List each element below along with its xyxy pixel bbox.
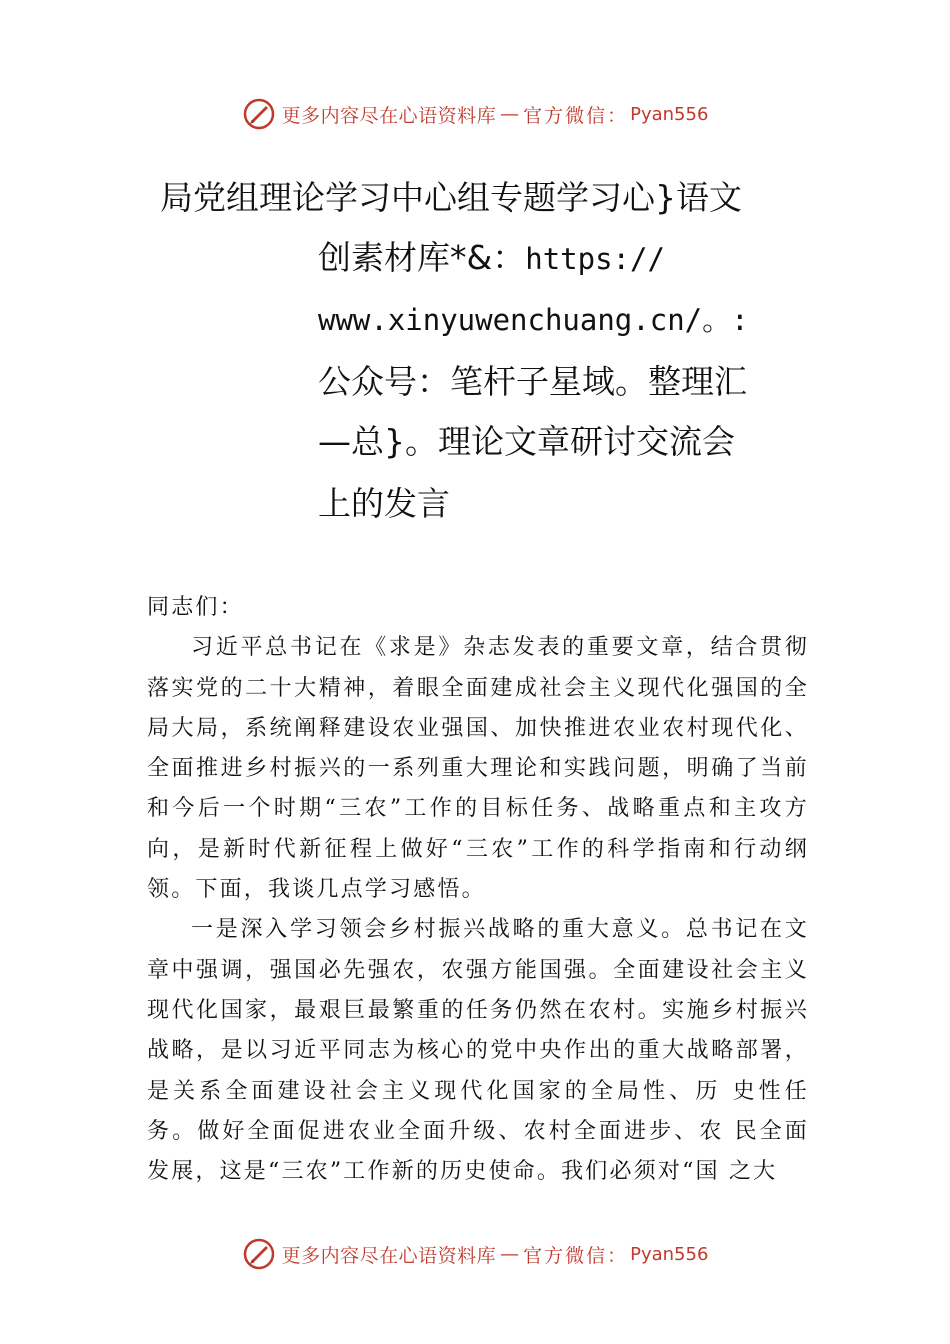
title-line-3: www.xinyuwenchuang.cn/。: <box>318 303 749 337</box>
header-watermark <box>0 94 950 134</box>
watermark-wechat-label: 官方微信： <box>523 1244 629 1267</box>
title-line-6: 上的发言 <box>318 484 450 523</box>
brush-logo-icon <box>242 1237 276 1271</box>
title-line-2-text: 创素材库*&： <box>318 238 526 277</box>
paragraph: 习近平总书记在《求是》杂志发表的重要文章，结合贯彻落实党的二十大精神，着眼全面建成社会主义现代化强国的全局大局，系统阐释建设农业强国、加快推进农业农村现代化、全面推进乡村振兴的一系列重大理论和实践问题，明确了当前和今后一个时期“三农”工作的目标任务、战略重点和主攻方向，是新时代新征程上做好“三农”工作的科学指南和行动纲领。下面，我谈几点学习感悟。 <box>147 635 809 903</box>
watermark-text: 更多内容尽在心语资料库 <box>281 104 497 127</box>
watermark-wechat-id: Pyan556 <box>630 103 709 125</box>
title-line-1: 局党组理论学习中心组专题学习心}语文 <box>160 178 742 217</box>
footer-watermark <box>0 1234 950 1274</box>
paragraph: 一是深入学习领会乡村振兴战略的重大意义。总书记在文章中强调，强国必先强农，农强方能国强。全面建设社会主义现代化国家，最艰巨最繁重的任务仍然在农村。实施乡村振兴战略，是以习近平同志为核心的党中央作出的重大战略部署，是关系全面建设社会主义现代化国家的全局性、历 史性任务。做好全面促进农业全面升级、农村全面进步、农 民全面发展，这是“三农”工作新的历史使命。我们必须对“国 之大 <box>147 917 809 1185</box>
brush-logo-icon <box>242 97 276 131</box>
title-line-2-url: https:// <box>525 242 665 276</box>
watermark-dash: — <box>500 1243 520 1265</box>
document-body <box>147 588 809 1192</box>
watermark-text: 更多内容尽在心语资料库 <box>281 1244 497 1267</box>
watermark-wechat-label: 官方微信： <box>523 104 629 127</box>
watermark-wechat-id: Pyan556 <box>630 1243 709 1265</box>
title-line-4: 公众号：笔杆子星域。整理汇 <box>318 362 747 401</box>
title-line-5: —总}。理论文章研讨交流会 <box>318 422 735 461</box>
watermark-dash: — <box>500 103 520 125</box>
title-line-2 <box>318 238 665 279</box>
greeting: 同志们： <box>147 595 244 620</box>
